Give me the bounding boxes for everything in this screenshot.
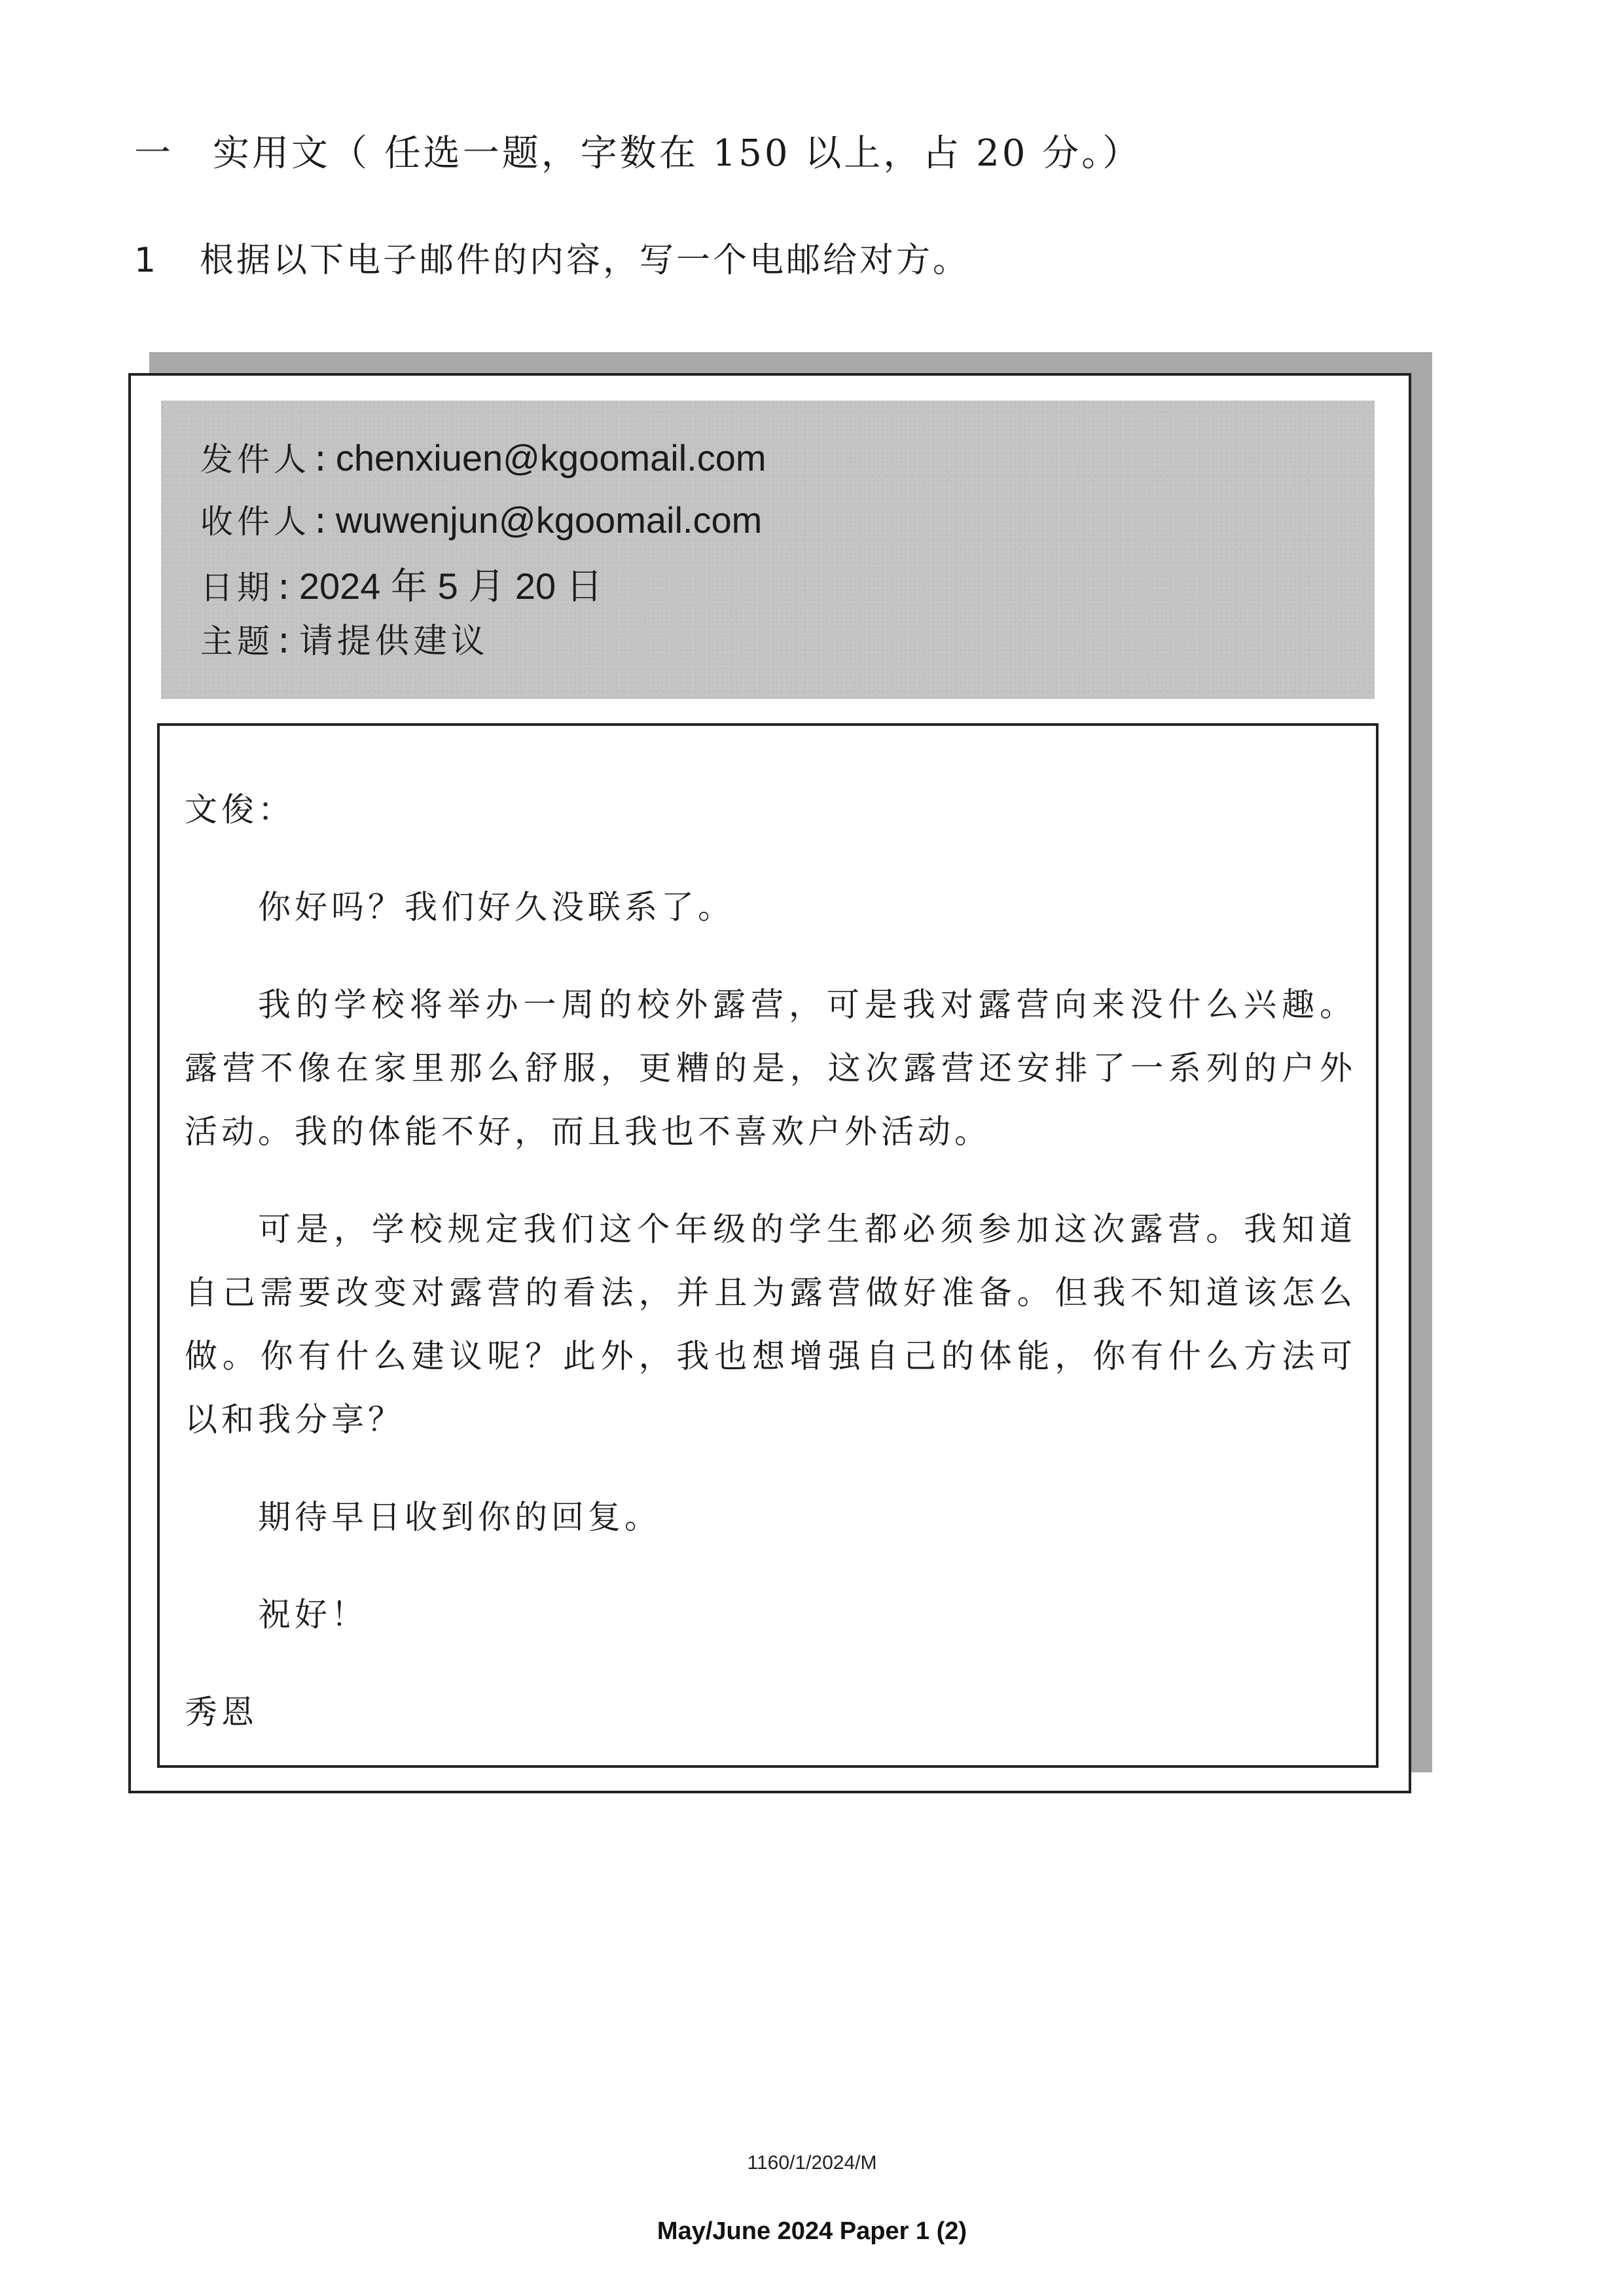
header-row-subject: 主题 : 请提供建议: [200, 619, 489, 662]
from-label: 发件人: [200, 440, 310, 478]
paragraph-2: 我的学校将举办一周的校外露营，可是我对露营向来没什么兴趣。露营不像在家里那么舒服，更糟的是，这次露营还安排了一系列的户外活动。我的体能不好，而且我也不喜欢户外活动。: [185, 986, 1356, 1151]
paper-label: May/June 2024 Paper 1 (2): [657, 2217, 967, 2245]
email-body: [157, 723, 1379, 1768]
to-label: 收件人: [200, 503, 310, 541]
question-text: 根据以下电子邮件的内容，写一个电邮给对方。: [200, 241, 970, 280]
letter-text: [185, 778, 1356, 1744]
section-number: 一: [134, 132, 172, 175]
paragraph-1: 你好吗？我们好久没联系了。: [258, 888, 734, 926]
email-header: [161, 401, 1375, 699]
section-title: [134, 124, 1142, 177]
subject-value: 请提供建议: [298, 622, 489, 661]
subject-label: 主题: [200, 622, 274, 660]
paper-code: 1160/1/2024/M: [747, 2152, 877, 2174]
header-row-from: 发件人 : chenxiuen@kgoomail.com: [200, 437, 767, 480]
header-row-date: 日期 : 2024 年 5 月 20 日: [200, 565, 603, 608]
section-instruction: 实用文（ 任选一题，字数在 150 以上，占 20 分。）: [213, 132, 1142, 175]
date-value: 2024 年 5 月 20 日: [298, 565, 603, 607]
signature: 秀恩: [185, 1693, 258, 1731]
question-number: 1: [134, 241, 156, 280]
paragraph-4: 期待早日收到你的回复。: [258, 1498, 661, 1536]
paragraph-3: 可是，学校规定我们这个年级的学生都必须参加这次露营。我知道自己需要改变对露营的看法，并且为露营做好准备。但我不知道该怎么做。你有什么建议呢？此外，我也想增强自己的体能，你有什么方法可以和我分享？: [185, 1210, 1356, 1439]
header-row-to: 收件人 : wuwenjun@kgoomail.com: [200, 499, 763, 542]
question: [134, 232, 969, 281]
date-label: 日期: [200, 569, 274, 607]
salutation: 文俊：: [185, 791, 295, 829]
to-value: wuwenjun@kgoomail.com: [335, 499, 763, 541]
from-value: chenxiuen@kgoomail.com: [335, 437, 767, 478]
closing: 祝好！: [258, 1596, 368, 1634]
